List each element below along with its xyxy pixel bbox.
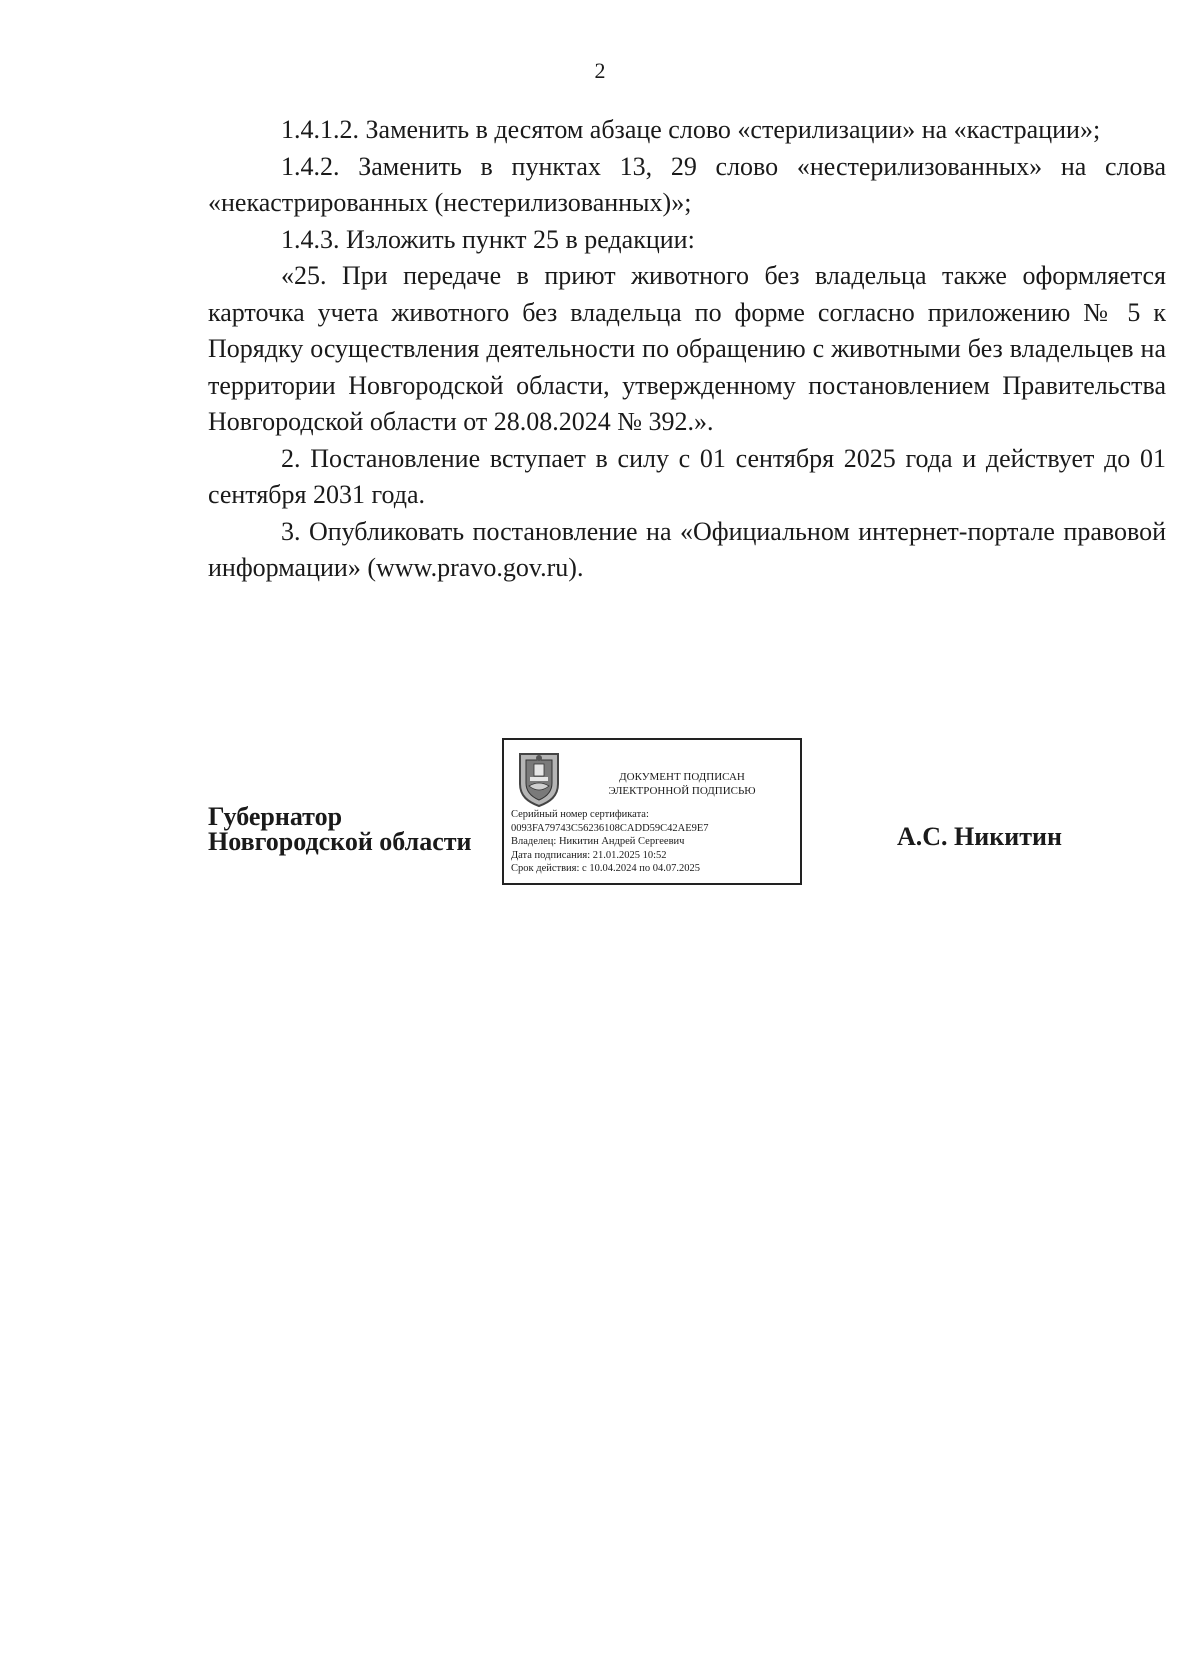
- signer-position-line-2: Новгородской области: [208, 827, 472, 856]
- signature-block: [0, 738, 1200, 898]
- stamp-heading-line-2: ЭЛЕКТРОННОЙ ПОДПИСЬЮ: [608, 785, 756, 797]
- stamp-heading-line-1: ДОКУМЕНТ ПОДПИСАН: [619, 771, 745, 783]
- certificate-serial-value: 0093FA79743C56236108CADD59C42AE9E7: [511, 822, 709, 834]
- paragraph-2: 2. Постановление вступает в силу с 01 сентября 2025 года и действует до 01 сентября 2031 года.: [208, 443, 1166, 509]
- certificate-owner: Владелец: Никитин Андрей Сергеевич: [511, 836, 685, 847]
- signer-position: [208, 804, 472, 854]
- paragraph-item-25: «25. При передаче в приют животного без владельца также оформляется карточка учета животного без владельца по форме согласно приложению № 5 к Порядку осуществления деятельности по обращению с животными без владельцев на территории Новгородской области, утвержденному постановлением Правительства Новгородской области от 28.08.2024 № 392.».: [208, 261, 1166, 436]
- paragraph-1-4-2: 1.4.2. Заменить в пунктах 13, 29 слово «нестерилизованных» на слова «некастрированных (нестерилизованных)»;: [208, 151, 1166, 217]
- page-number: 2: [594, 58, 606, 83]
- electronic-signature-stamp: [502, 738, 802, 885]
- certificate-serial-label: Серийный номер сертификата:: [511, 809, 649, 820]
- signer-name: А.С. Никитин: [897, 822, 1062, 851]
- paragraph-1-4-3: 1.4.3. Изложить пункт 25 в редакции:: [281, 224, 695, 254]
- signing-date: Дата подписания: 21.01.2025 10:52: [511, 849, 667, 861]
- stamp-details: [511, 808, 801, 876]
- paragraph-1-4-1-2: 1.4.1.2. Заменить в десятом абзаце слово «стерилизации» на «кастрации»;: [281, 115, 1101, 144]
- certificate-validity: Срок действия: с 10.04.2024 по 04.07.2025: [511, 863, 700, 874]
- signer-position-line-1: Губернатор: [208, 802, 343, 831]
- stamp-heading: [566, 770, 798, 798]
- document-body: [208, 112, 1166, 587]
- coat-of-arms-icon: [514, 750, 564, 808]
- paragraph-3: 3. Опубликовать постановление на «Официальном интернет-портале правовой информации» (www.pravo.gov.ru).: [208, 516, 1166, 582]
